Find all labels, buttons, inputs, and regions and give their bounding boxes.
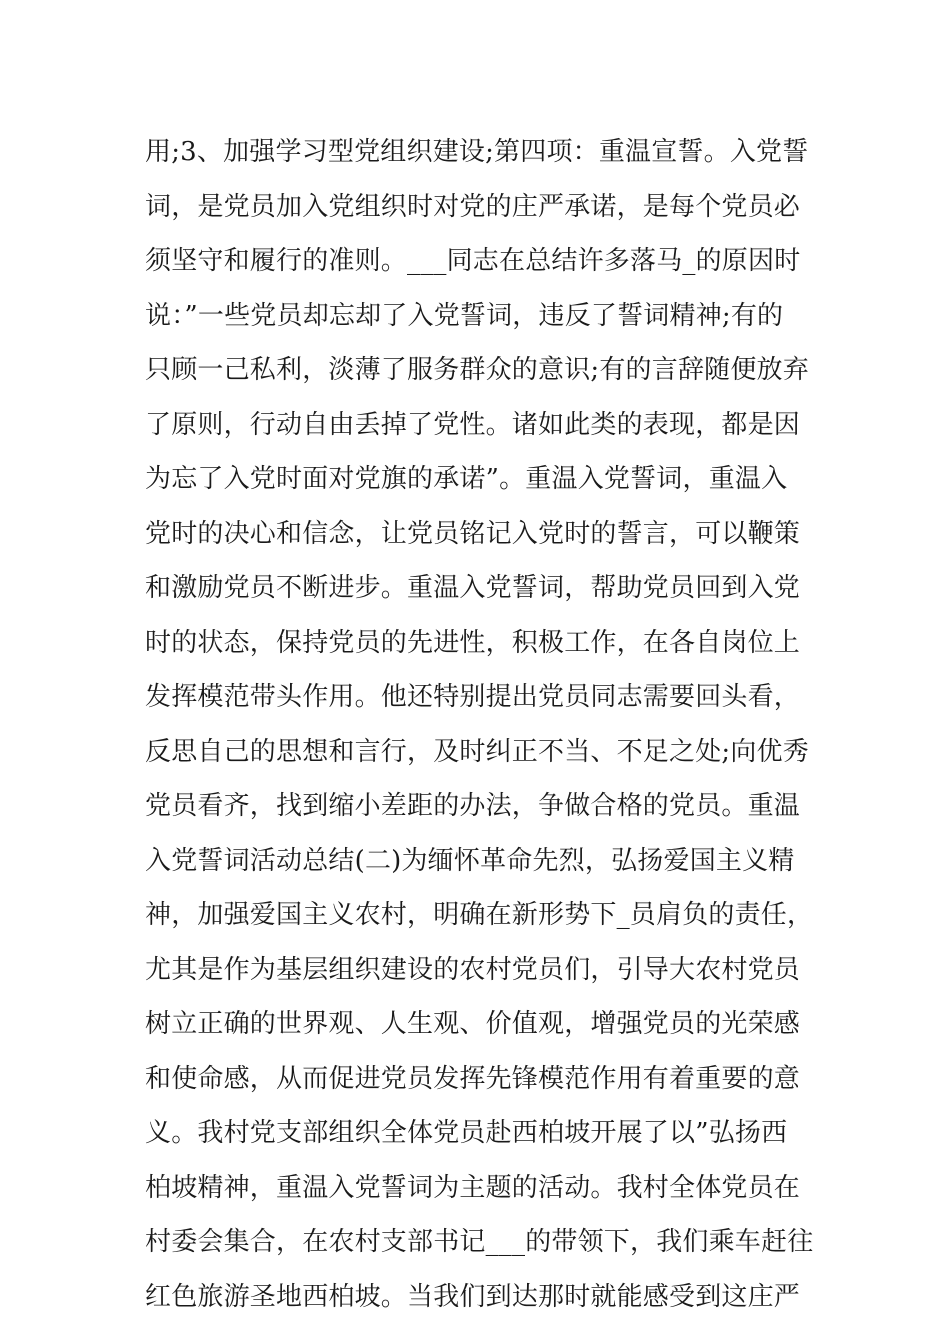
text-line: 词，是党员加入党组织时对党的庄严承诺，是每个党员必	[145, 191, 801, 222]
text-line: 只顾一己私利，淡薄了服务群众的意识;有的言辞随便放弃	[145, 355, 809, 385]
text-line: 入党誓词活动总结(二)为缅怀革命先烈，弘扬爱国主义精	[145, 845, 795, 876]
text-line: 义。我村党支部组织全体党员赴西柏坡开展了以”弘扬西	[145, 1118, 788, 1148]
text-line: 为忘了入党时面对党旗的承诺”。重温入党誓词，重温入	[145, 464, 788, 494]
text-line: 用;3、加强学习型党组织建设;第四项：重温宣誓。入党誓	[145, 137, 809, 167]
text-line: 党员看齐，找到缩小差距的办法，争做合格的党员。重温	[145, 791, 801, 821]
text-line: 村委会集合，在农村支部书记___的带领下，我们乘车赶往	[145, 1227, 814, 1257]
text-line: 发挥模范带头作用。他还特别提出党员同志需要回头看，	[145, 682, 801, 712]
text-line: 和激励党员不断进步。重温入党誓词，帮助党员回到入党	[145, 573, 801, 603]
text-line: 说：”一些党员却忘却了入党誓词，违反了誓词精神;有的	[145, 300, 784, 331]
text-line: 和使命感，从而促进党员发挥先锋模范作用有着重要的意	[145, 1063, 801, 1094]
text-line: 神，加强爱国主义农村，明确在新形势下_员肩负的责任，	[145, 900, 814, 930]
text-line: 了原则，行动自由丢掉了党性。诸如此类的表现，都是因	[145, 409, 801, 440]
text-line: 须坚守和履行的准则。___同志在总结许多落马_的原因时	[145, 246, 801, 276]
text-line: 柏坡精神，重温入党誓词为主题的活动。我村全体党员在	[145, 1172, 801, 1203]
text-line: 红色旅游圣地西柏坡。当我们到达那时就能感受到这庄严	[145, 1281, 801, 1312]
text-line: 树立正确的世界观、人生观、价值观，增强党员的光荣感	[145, 1009, 801, 1039]
text-line: 反思自己的思想和言行，及时纠正不当、不足之处;向优秀	[145, 736, 809, 767]
body-text	[145, 125, 815, 1324]
text-line: 时的状态，保持党员的先进性，积极工作，在各自岗位上	[145, 627, 801, 658]
text-line: 尤其是作为基层组织建设的农村党员们，引导大农村党员	[145, 954, 801, 985]
text-line: 党时的决心和信念，让党员铭记入党时的誓言，可以鞭策	[145, 518, 801, 549]
